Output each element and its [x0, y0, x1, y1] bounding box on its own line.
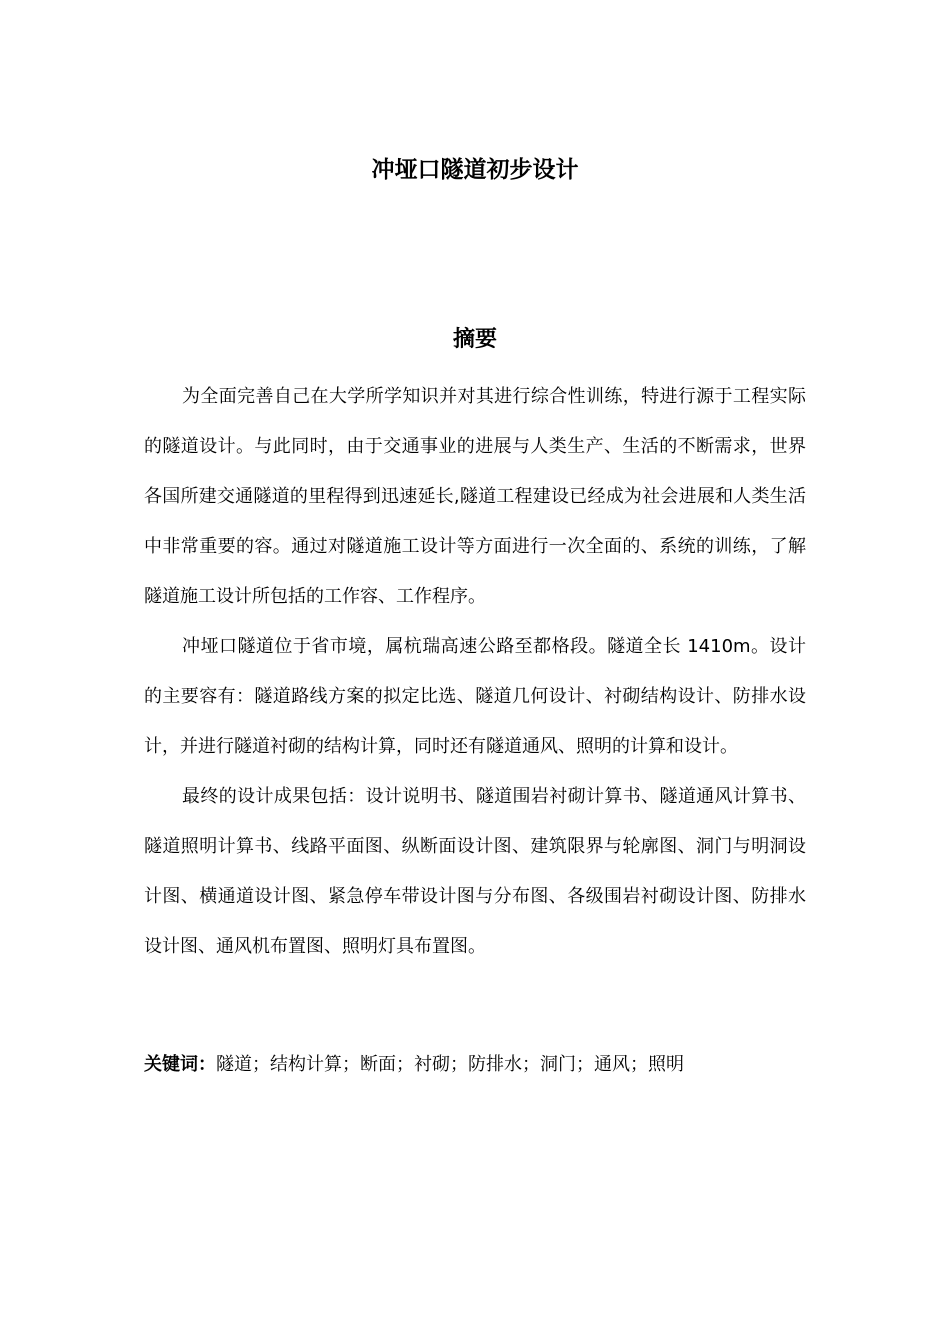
keywords-label: 关键词： — [144, 1054, 216, 1075]
keywords-text: 隧道；结构计算；断面；衬砌；防排水；洞门；通风；照明 — [216, 1054, 684, 1075]
abstract-paragraph: 冲垭口隧道位于省市境，属杭瑞高速公路至都格段。隧道全长 1410m。设计的主要容有：隧道路线方案的拟定比选、隧道几何设计、衬砌结构设计、防排水设计，并进行隧道衬砌的结构计算，同时还有隧道通风、照明的计算和设计。 — [144, 636, 806, 757]
abstract-body — [144, 372, 806, 972]
abstract-paragraph: 为全面完善自己在大学所学知识并对其进行综合性训练，特进行源于工程实际的隧道设计。与此同时，由于交通事业的进展与人类生产、生活的不断需求，世界各国所建交通隧道的里程得到迅速延长,隧道工程建设已经成为社会进展和人类生活中非常重要的容。通过对隧道施工设计等方面进行一次全面的、系统的训练，了解隧道施工设计所包括的工作容、工作程序。 — [144, 386, 806, 607]
keywords-line — [144, 1045, 806, 1085]
abstract-heading: 摘要 — [452, 327, 497, 352]
document-title: 冲垭口隧道初步设计 — [371, 157, 579, 183]
abstract-paragraph: 最终的设计成果包括：设计说明书、隧道围岩衬砌计算书、隧道通风计算书、隧道照明计算书、线路平面图、纵断面设计图、建筑限界与轮廓图、洞门与明洞设计图、横通道设计图、紧急停车带设计图与分布图、各级围岩衬砌设计图、防排水设计图、通风机布置图、照明灯具布置图。 — [144, 786, 806, 957]
